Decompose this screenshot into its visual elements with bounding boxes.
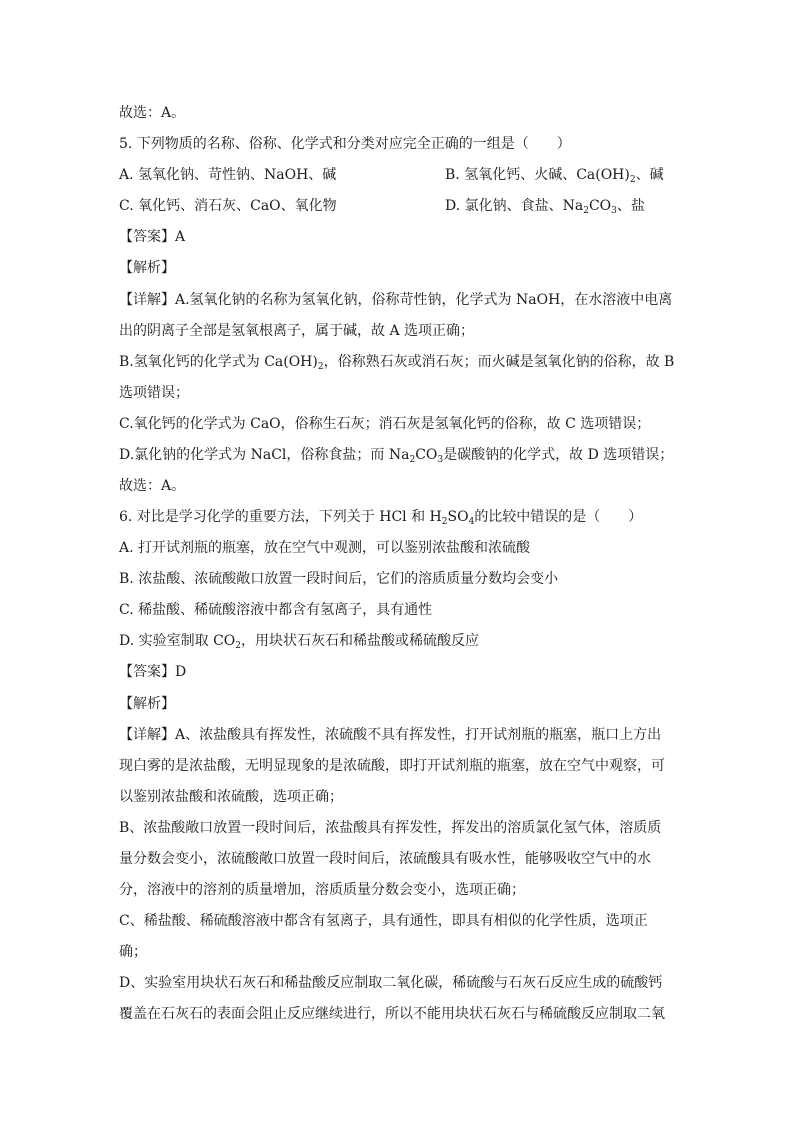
text-segment: A. 氢氧化钠、苛性钠、NaOH、碱 <box>119 167 337 183</box>
text-segment: D、实验室用块状石灰石和稀盐酸反应制取二氧化碳，稀硫酸与石灰石反应生成的硫酸钙 <box>119 975 663 991</box>
text-segment: 【答案】D <box>119 664 187 680</box>
text-segment: 【解析】 <box>119 696 175 712</box>
answer-label <box>119 662 186 682</box>
detail-line <box>119 1004 665 1024</box>
text-segment: 故选：A。 <box>119 105 186 121</box>
question-5-stem <box>119 134 571 154</box>
text-segment: C、稀盐酸、稀硫酸溶液中都含有氢离子，具有通性，即具有相似的化学性质，选项正 <box>119 913 648 929</box>
detail-line <box>119 756 665 776</box>
text-segment: 以鉴别浓盐酸和浓硫酸，选项正确； <box>119 789 343 805</box>
text-segment: 覆盖在石灰石的表面会阻止反应继续进行，所以不能用块状石灰石与稀硫酸反应制取二氧 <box>119 1006 665 1022</box>
option-a <box>119 165 336 185</box>
detail-line <box>119 942 147 962</box>
detail-line <box>119 787 343 807</box>
text-segment: D. 氯化钠、食盐、Na <box>445 198 584 214</box>
text-segment: 故选：A。 <box>119 478 186 494</box>
text-segment: A. 打开试剂瓶的瓶塞，放在空气中观测，可以鉴别浓盐酸和浓硫酸 <box>119 540 531 556</box>
subscript: 2 <box>235 641 241 651</box>
analysis-label <box>119 258 175 278</box>
subscript: 4 <box>468 517 475 527</box>
text-segment: 的比较中错误的是（ ） <box>474 509 643 525</box>
text-segment: 、盐 <box>616 198 645 214</box>
detail-line <box>119 321 474 341</box>
text-segment: CO <box>415 447 438 463</box>
option-c <box>119 600 432 620</box>
text-segment: 分，溶液中的溶剂的质量增加，溶质质量分数会变小，选项正确； <box>119 882 525 898</box>
subscript: 2 <box>441 517 448 527</box>
detail-line <box>119 414 650 434</box>
text-segment: D.氯化钠的化学式为 NaCl，俗称食盐；而 Na <box>119 447 410 463</box>
detail-line <box>119 973 662 993</box>
text-line <box>119 103 185 123</box>
detail-line <box>119 383 189 403</box>
text-segment: B.氢氧化钙的化学式为 Ca(OH) <box>119 354 318 370</box>
detail-line <box>119 818 661 838</box>
option-d <box>445 196 645 216</box>
text-segment: 5. 下列物质的名称、俗称、化学式和分类对应完全正确的一组是（ ） <box>119 136 571 152</box>
text-segment: 【详解】A.氢氧化钠的名称为氢氧化钠，俗称苛性钠，化学式为 NaOH，在水溶液中电离 <box>119 292 673 308</box>
option-a <box>119 538 530 558</box>
text-segment: CO <box>588 198 612 214</box>
text-segment: C.氧化钙的化学式为 CaO，俗称生石灰；消石灰是氢氧化钙的俗称，故 C 选项错误； <box>119 416 651 432</box>
detail-line <box>119 290 672 310</box>
text-segment: D. 实验室制取 CO <box>119 633 236 649</box>
answer-label <box>119 227 185 247</box>
text-segment: 【答案】A <box>119 229 186 245</box>
text-segment: 量分数会变小，浓硫酸敞口放置一段时间后，浓硫酸具有吸水性，能够吸收空气中的水 <box>119 851 651 867</box>
detail-line <box>119 880 525 900</box>
detail-line <box>119 911 648 931</box>
text-segment: SO <box>447 509 469 525</box>
option-c <box>119 196 337 216</box>
text-segment: C. 氧化钙、消石灰、CaO、氧化物 <box>119 198 337 214</box>
text-segment: B. 氢氧化钙、火碱、Ca(OH) <box>445 167 630 183</box>
text-segment: 是碳酸钠的化学式，故 D 选项错误； <box>443 447 674 463</box>
text-segment: 选项错误； <box>119 385 189 401</box>
text-segment: B. 浓盐酸、浓硫酸敞口放置一段时间后，它们的溶质质量分数均会变小 <box>119 571 559 587</box>
text-segment: 出的阴离子全部是氢氧根离子，属于碱，故 A 选项正确； <box>119 323 475 339</box>
text-segment: 现白雾的是浓盐酸，无明显现象的是浓硫酸，即打开试剂瓶的瓶塞，放在空气中观察，可 <box>119 758 665 774</box>
text-segment: 确； <box>119 944 147 960</box>
detail-line <box>119 725 661 745</box>
subscript: 2 <box>317 362 324 372</box>
text-segment: ，用块状石灰石和稀盐酸或稀硫酸反应 <box>241 633 479 649</box>
text-segment: 【解析】 <box>119 260 175 276</box>
analysis-label <box>119 694 175 714</box>
option-b <box>445 165 664 185</box>
text-segment: 【详解】A、浓盐酸具有挥发性，浓硫酸不具有挥发性，打开试剂瓶的瓶塞，瓶口上方出 <box>119 727 662 743</box>
text-segment: C. 稀盐酸、稀硫酸溶液中都含有氢离子，具有通性 <box>119 602 433 618</box>
text-segment: ，俗称熟石灰或消石灰；而火碱是氢氧化钠的俗称，故 B <box>323 354 675 370</box>
subscript: 3 <box>611 206 617 216</box>
option-b <box>119 569 558 589</box>
subscript: 2 <box>629 175 636 185</box>
text-line <box>119 476 185 496</box>
text-segment: 、碱 <box>635 167 664 183</box>
question-6-stem <box>119 507 642 527</box>
text-segment: B、浓盐酸敞口放置一段时间后，浓盐酸具有挥发性，挥发出的溶质氯化氢气体，溶质质 <box>119 820 662 836</box>
detail-line <box>119 849 651 869</box>
subscript: 2 <box>583 206 589 216</box>
subscript: 2 <box>409 455 416 465</box>
subscript: 3 <box>437 455 444 465</box>
text-segment: 6. 对比是学习化学的重要方法，下列关于 HCl 和 H <box>119 509 442 525</box>
detail-line <box>119 352 674 372</box>
option-d <box>119 631 479 651</box>
detail-line <box>119 445 673 465</box>
